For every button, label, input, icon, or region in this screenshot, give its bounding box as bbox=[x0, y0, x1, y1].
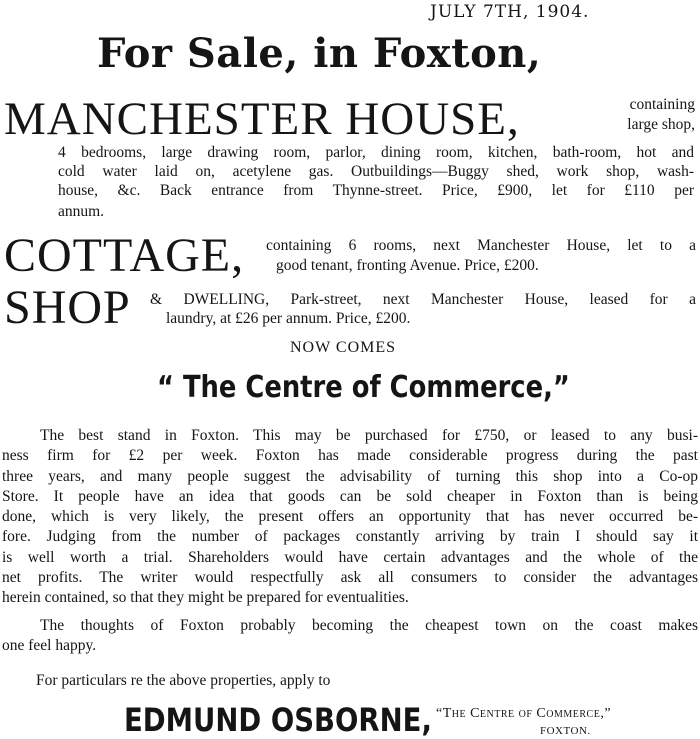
main-paragraph bbox=[2, 426, 698, 609]
manchester-house-title: MANCHESTER HOUSE, bbox=[4, 93, 520, 145]
headline: For Sale, in Foxton, bbox=[97, 30, 542, 77]
cottage-text-line: containing 6 rooms, next Manchester House, let to a bbox=[266, 237, 696, 254]
signature-town: FOXTON. bbox=[540, 725, 591, 737]
paragraph-line: The thoughts of Foxton probably becoming the cheapest town on the coast makes bbox=[40, 617, 698, 634]
manchester-house-text-line: 4 bedrooms, large drawing room, parlor, dining room, kitchen, bath-room, hot and bbox=[58, 144, 694, 161]
shop-text-line: & DWELLING, Park-street, next Manchester House, leased for a bbox=[150, 291, 696, 308]
cottage-text-line: good tenant, fronting Avenue. Price, £200. bbox=[276, 257, 539, 274]
paragraph-line: done, which is very likely, the present offers an opportunity that has never occurred be- bbox=[2, 508, 698, 526]
shop-title: SHOP bbox=[4, 281, 131, 334]
paragraph-line: net profits. The writer would respectfully ask all consumers to consider the advantages bbox=[2, 569, 698, 587]
manchester-house-text-line: cold water laid on, acetylene gas. Outbuildings—Buggy shed, work shop, wash- bbox=[58, 163, 694, 180]
now-comes-heading: NOW COMES bbox=[290, 339, 397, 356]
cottage-title: COTTAGE, bbox=[4, 229, 245, 282]
paragraph-line: fore. Judging from the number of packages constantly arriving by train I should say it bbox=[2, 528, 698, 546]
signature-firm: “The Centre of Commerce,” bbox=[436, 706, 612, 721]
apply-line: For particulars re the above properties, apply to bbox=[36, 672, 331, 689]
paragraph-line: Store. It people have an idea that goods can be sold cheaper in Foxton than is being bbox=[2, 487, 698, 505]
signature-name: EDMUND OSBORNE, bbox=[124, 701, 432, 739]
paragraph-line: ness firm for £2 per week. Foxton has made considerable progress during the past bbox=[2, 447, 698, 465]
date-line: JULY 7TH, 1904. bbox=[430, 2, 590, 22]
paragraph-line: three years, and many people suggest the advisability of turning this shop into a Co-op bbox=[2, 467, 698, 485]
manchester-house-side-line: large shop, bbox=[627, 116, 695, 133]
paragraph-line: herein contained, so that they might be prepared for eventualities. bbox=[2, 589, 409, 607]
manchester-house-side-line: containing bbox=[629, 96, 695, 113]
centre-of-commerce-title: “ The Centre of Commerce,” bbox=[157, 370, 570, 405]
second-paragraph bbox=[2, 616, 698, 657]
manchester-house-text-line: house, &c. Back entrance from Thynne-street. Price, £900, let for £110 per bbox=[58, 182, 694, 199]
shop-text-line: laundry, at £26 per annum. Price, £200. bbox=[166, 310, 411, 327]
paragraph-line: The best stand in Foxton. This may be purchased for £750, or leased to any busi- bbox=[40, 427, 698, 444]
paragraph-line: is well worth a trial. Shareholders would have certain advantages and the whole of the bbox=[2, 548, 698, 566]
manchester-house-text-line: annum. bbox=[58, 203, 105, 220]
paragraph-line: one feel happy. bbox=[2, 637, 97, 655]
